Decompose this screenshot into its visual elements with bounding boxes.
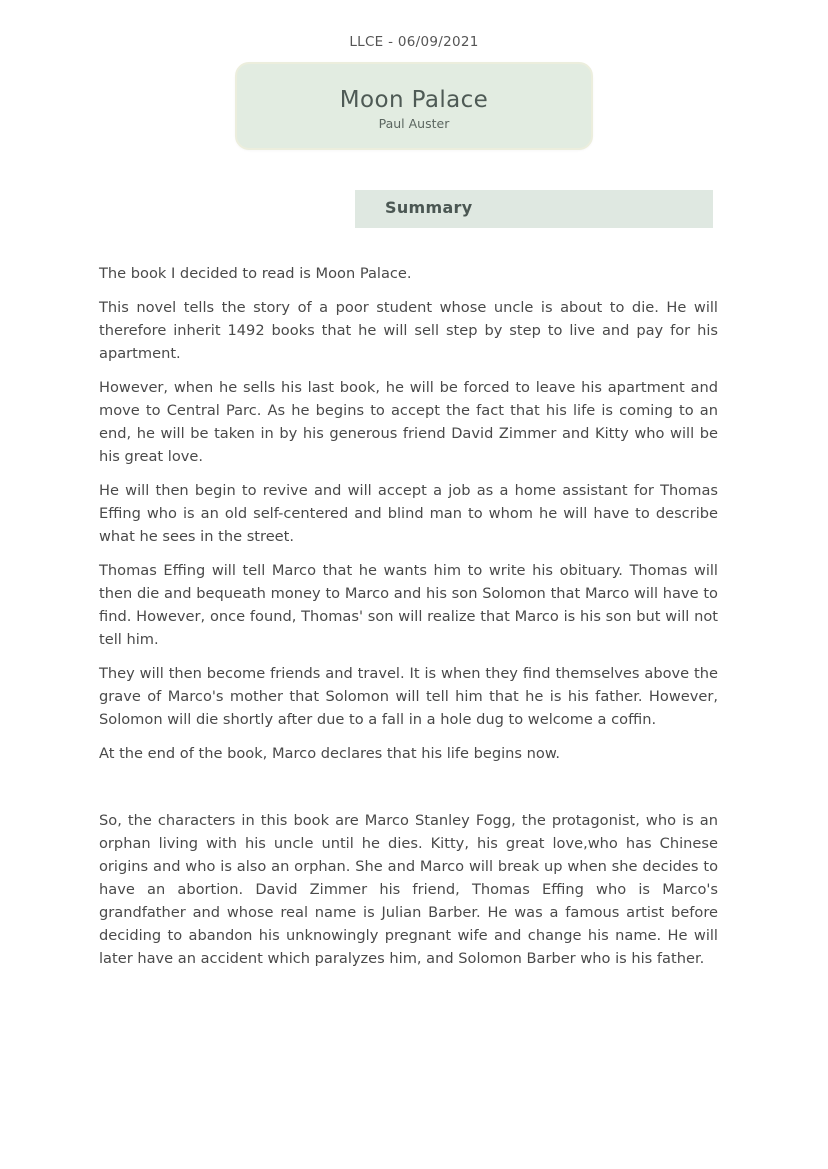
section-heading-bar <box>355 190 713 228</box>
book-title: Moon Palace <box>339 87 489 113</box>
title-card <box>235 62 593 150</box>
paragraph: However, when he sells his last book, he will be forced to leave his apartment and move to Central Parc. As he begins to accept the fact that his life is coming to an end, he will be taken in by his generous friend David Zimmer and Kitty who will be his great love. <box>99 379 718 465</box>
paragraph: Thomas Effing will tell Marco that he wants him to write his obituary. Thomas will then die and bequeath money to Marco and his son Solomon that Marco will have to find. However, once found, Thomas' son will realize that Marco is his son but will not tell him. <box>99 562 718 648</box>
book-author: Paul Auster <box>378 116 450 131</box>
summary-body <box>99 262 718 981</box>
section-heading: Summary <box>385 198 473 217</box>
paragraph: The book I decided to read is Moon Palace. <box>99 265 412 282</box>
paragraph: He will then begin to revive and will accept a job as a home assistant for Thomas Effing who is an old self-centered and blind man to whom he will have to describe what he sees in the street. <box>99 482 718 545</box>
characters-paragraph: So, the characters in this book are Marco Stanley Fogg, the protagonist, who is an orphan living with his uncle until he dies. Kitty, his great love,who has Chinese origins and who is also an orphan. She and Marco will break up when she decides to have an abortion. David Zimmer his friend, Thomas Effing who is Marco's grandfather and whose real name is Julian Barber. He was a famous artist before deciding to abandon his unknowingly pregnant wife and change his name. He will later have an accident which paralyzes him, and Solomon Barber who is his father. <box>99 812 718 967</box>
paragraph: This novel tells the story of a poor student whose uncle is about to die. He will therefore inherit 1492 books that he will sell step by step to live and pay for his apartment. <box>99 299 718 362</box>
document-header: LLCE - 06/09/2021 <box>349 34 479 50</box>
paragraph: At the end of the book, Marco declares that his life begins now. <box>99 745 561 762</box>
paragraph: They will then become friends and travel. It is when they find themselves above the grave of Marco's mother that Solomon will tell him that he is his father. However, Solomon will die shortly after due to a fall in a hole dug to welcome a coffin. <box>99 665 718 728</box>
